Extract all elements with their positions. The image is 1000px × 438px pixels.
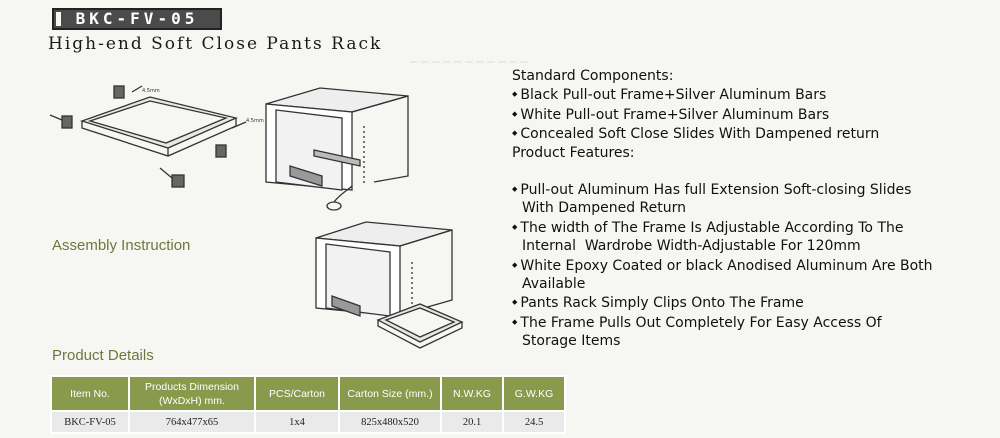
feature-item: ◆ White Epoxy Coated or black Anodised Aluminum Are Both (512, 256, 982, 275)
cell-pcs-carton: 1x4 (255, 411, 339, 433)
cell-nw-kg: 20.1 (441, 411, 503, 433)
feature-item-continued: Internal Wardrobe Width-Adjustable For 120mm (522, 238, 861, 255)
wardrobe-drawing-bottom (316, 222, 462, 348)
frame-drawing (50, 86, 246, 187)
header-item-no: Item No. (51, 376, 129, 411)
feature-item: ◆ The width of The Frame Is Adjustable According To The (512, 218, 982, 237)
header-dimension: Products Dimension (WxDxH) mm. (129, 376, 255, 411)
assembly-instruction-heading: Assembly Instruction (52, 237, 191, 254)
cell-dimension: 764x477x65 (129, 411, 255, 433)
cell-gw-kg: 24.5 (503, 411, 565, 433)
header-carton-size: Carton Size (mm.) (339, 376, 441, 411)
table-row (51, 411, 565, 433)
standard-item: ◆ White Pull-out Frame+Silver Aluminum Bars (512, 105, 982, 124)
dimension-label-a: 4.5mm (142, 88, 160, 94)
bleed-through-text: ─ ─ ─ ─ ─ ─ ─ ─ ─ ─ ─ (410, 55, 528, 69)
product-details-heading: Product Details (52, 347, 154, 364)
feature-item: ◆ Pants Rack Simply Clips Onto The Frame (512, 293, 982, 312)
table-header-row (51, 376, 565, 411)
feature-item-continued: Available (522, 276, 586, 293)
product-features-heading: Product Features: (512, 144, 635, 161)
feature-list (512, 67, 982, 351)
feature-item-continued: Storage Items (522, 333, 621, 350)
standard-components-heading: Standard Components: (512, 68, 674, 84)
standard-item: ◆ Concealed Soft Close Slides With Dampened return (512, 124, 982, 143)
product-details-table (50, 375, 566, 434)
product-subtitle: High-end Soft Close Pants Rack (48, 34, 383, 54)
standard-item: ◆ Black Pull-out Frame+Silver Aluminum Bars (512, 85, 982, 104)
model-title: BKC-FV-05 (75, 9, 199, 28)
cell-item-no: BKC-FV-05 (51, 411, 129, 433)
header-pcs-carton: PCS/Carton (255, 376, 339, 411)
feature-item: ◆ The Frame Pulls Out Completely For Easy Access Of (512, 313, 982, 332)
wardrobe-drawing-top (266, 88, 408, 210)
feature-item: ◆ Pull-out Aluminum Has full Extension Soft-closing Slides (512, 180, 982, 199)
feature-item-continued: With Dampened Return (522, 200, 687, 217)
cell-carton-size: 825x480x520 (339, 411, 441, 433)
dimension-label-b: 4.5mm (246, 118, 264, 124)
header-gw-kg: G.W.KG (503, 376, 565, 411)
header-nw-kg: N.W.KG (441, 376, 503, 411)
